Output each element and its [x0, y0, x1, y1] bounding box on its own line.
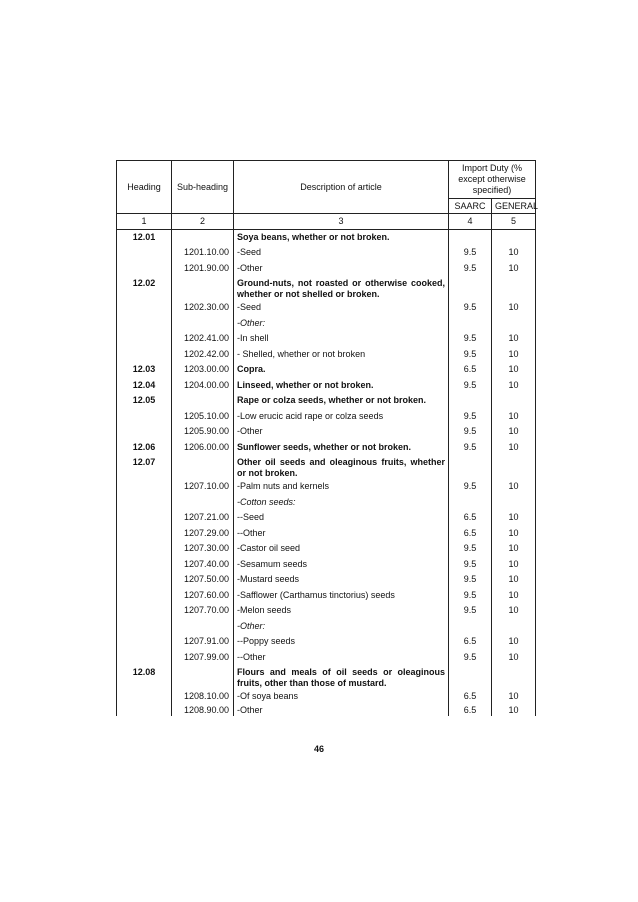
general-duty-cell: 10 [492, 588, 536, 604]
general-duty-cell: 10 [492, 541, 536, 557]
saarc-duty-cell: 6.5 [449, 510, 492, 526]
heading-cell [117, 347, 172, 363]
table-row [117, 347, 536, 363]
description-cell: -Other [234, 705, 449, 716]
general-duty-cell: 10 [492, 510, 536, 526]
description-cell: Rape or colza seeds, whether or not broken. [234, 393, 449, 409]
table-row [117, 479, 536, 495]
saarc-duty-cell [449, 316, 492, 332]
table-row [117, 526, 536, 542]
table-row [117, 316, 536, 332]
description-cell: Sunflower seeds, whether or not broken. [234, 440, 449, 456]
general-duty-cell: 10 [492, 440, 536, 456]
table-row [117, 603, 536, 619]
description-cell: -Other [234, 424, 449, 440]
description-cell: -Castor oil seed [234, 541, 449, 557]
description-cell: -Melon seeds [234, 603, 449, 619]
heading-cell [117, 510, 172, 526]
saarc-duty-cell [449, 665, 492, 689]
subheading-column-header: Sub-heading [172, 161, 234, 214]
heading-cell: 12.07 [117, 455, 172, 479]
saarc-duty-cell: 9.5 [449, 603, 492, 619]
subheading-cell [172, 276, 234, 300]
saarc-duty-cell: 6.5 [449, 689, 492, 705]
saarc-duty-cell: 6.5 [449, 705, 492, 716]
saarc-column-header: SAARC [449, 199, 492, 214]
table-row [117, 619, 536, 635]
subheading-cell: 1202.42.00 [172, 347, 234, 363]
subheading-cell: 1204.00.00 [172, 378, 234, 394]
subheading-cell [172, 230, 234, 246]
saarc-duty-cell: 9.5 [449, 572, 492, 588]
saarc-duty-cell: 9.5 [449, 378, 492, 394]
saarc-duty-cell: 9.5 [449, 300, 492, 316]
subheading-cell: 1207.29.00 [172, 526, 234, 542]
heading-column-header: Heading [117, 161, 172, 214]
description-cell: --Seed [234, 510, 449, 526]
saarc-duty-cell: 9.5 [449, 557, 492, 573]
general-duty-cell [492, 316, 536, 332]
subheading-cell: 1207.60.00 [172, 588, 234, 604]
subheading-cell: 1207.70.00 [172, 603, 234, 619]
table-row [117, 510, 536, 526]
subheading-cell: 1205.90.00 [172, 424, 234, 440]
saarc-duty-cell: 9.5 [449, 331, 492, 347]
saarc-duty-cell: 9.5 [449, 440, 492, 456]
heading-cell: 12.04 [117, 378, 172, 394]
subheading-cell: 1208.90.00 [172, 705, 234, 716]
description-cell: -Safflower (Carthamus tinctorius) seeds [234, 588, 449, 604]
description-cell: --Other [234, 650, 449, 666]
subheading-cell [172, 495, 234, 511]
general-duty-cell [492, 230, 536, 246]
subheading-cell [172, 619, 234, 635]
saarc-duty-cell [449, 495, 492, 511]
table-row [117, 276, 536, 300]
heading-cell [117, 541, 172, 557]
table-row [117, 665, 536, 689]
saarc-duty-cell: 9.5 [449, 588, 492, 604]
table-row [117, 650, 536, 666]
subheading-cell [172, 455, 234, 479]
subheading-cell: 1208.10.00 [172, 689, 234, 705]
table-row [117, 572, 536, 588]
table-row [117, 331, 536, 347]
heading-cell [117, 572, 172, 588]
subheading-cell [172, 316, 234, 332]
saarc-duty-cell [449, 276, 492, 300]
table-row [117, 495, 536, 511]
table-row [117, 261, 536, 277]
heading-cell: 12.05 [117, 393, 172, 409]
general-duty-cell: 10 [492, 409, 536, 425]
heading-cell [117, 316, 172, 332]
import-duty-header: Import Duty (% except otherwise specified) [449, 161, 536, 199]
table-row [117, 634, 536, 650]
general-duty-cell: 10 [492, 634, 536, 650]
subheading-cell [172, 665, 234, 689]
subheading-cell: 1202.30.00 [172, 300, 234, 316]
subheading-cell: 1207.91.00 [172, 634, 234, 650]
column-number: 5 [492, 214, 536, 230]
general-duty-cell: 10 [492, 689, 536, 705]
heading-cell [117, 705, 172, 716]
table-row [117, 424, 536, 440]
general-duty-cell: 10 [492, 245, 536, 261]
page-number: 46 [313, 744, 324, 754]
heading-cell [117, 261, 172, 277]
description-column-header: Description of article [234, 161, 449, 214]
general-duty-cell: 10 [492, 378, 536, 394]
subheading-cell: 1202.41.00 [172, 331, 234, 347]
heading-cell [117, 689, 172, 705]
subheading-cell: 1207.30.00 [172, 541, 234, 557]
heading-cell [117, 424, 172, 440]
subheading-cell: 1207.10.00 [172, 479, 234, 495]
general-duty-cell: 10 [492, 479, 536, 495]
table-row [117, 409, 536, 425]
subheading-cell: 1207.50.00 [172, 572, 234, 588]
saarc-duty-cell: 6.5 [449, 634, 492, 650]
saarc-duty-cell [449, 619, 492, 635]
saarc-duty-cell: 9.5 [449, 650, 492, 666]
description-cell: -Cotton seeds: [234, 495, 449, 511]
saarc-duty-cell: 9.5 [449, 409, 492, 425]
subheading-cell: 1206.00.00 [172, 440, 234, 456]
description-cell: Flours and meals of oil seeds or oleaginous fruits, other than those of mustard. [234, 665, 449, 689]
general-duty-cell: 10 [492, 572, 536, 588]
table-header [117, 161, 539, 230]
saarc-duty-cell: 9.5 [449, 479, 492, 495]
general-duty-cell: 10 [492, 261, 536, 277]
heading-cell [117, 245, 172, 261]
tariff-table [116, 160, 539, 716]
saarc-duty-cell [449, 455, 492, 479]
description-cell: --Other [234, 526, 449, 542]
general-duty-cell: 10 [492, 362, 536, 378]
subheading-cell: 1205.10.00 [172, 409, 234, 425]
subheading-cell: 1203.00.00 [172, 362, 234, 378]
general-column-header: GENERAL [492, 199, 536, 214]
table-row [117, 245, 536, 261]
general-duty-cell: 10 [492, 331, 536, 347]
subheading-cell: 1207.40.00 [172, 557, 234, 573]
heading-cell [117, 409, 172, 425]
column-number: 1 [117, 214, 172, 230]
description-cell: -Seed [234, 245, 449, 261]
column-number-row [117, 214, 536, 230]
saarc-duty-cell [449, 393, 492, 409]
description-cell: -Seed [234, 300, 449, 316]
saarc-duty-cell: 9.5 [449, 245, 492, 261]
description-cell: Soya beans, whether or not broken. [234, 230, 449, 246]
heading-cell [117, 603, 172, 619]
heading-cell: 12.02 [117, 276, 172, 300]
table-body [117, 230, 536, 716]
general-duty-cell: 10 [492, 347, 536, 363]
description-cell: - Shelled, whether or not broken [234, 347, 449, 363]
description-cell: -Sesamum seeds [234, 557, 449, 573]
subheading-cell: 1207.99.00 [172, 650, 234, 666]
description-cell: -Other [234, 261, 449, 277]
table-row [117, 440, 536, 456]
heading-cell: 12.03 [117, 362, 172, 378]
description-cell: Linseed, whether or not broken. [234, 378, 449, 394]
saarc-duty-cell: 9.5 [449, 347, 492, 363]
saarc-duty-cell: 9.5 [449, 541, 492, 557]
subheading-cell [172, 393, 234, 409]
table-row [117, 541, 536, 557]
description-cell: -Other: [234, 619, 449, 635]
general-duty-cell: 10 [492, 603, 536, 619]
saarc-duty-cell: 9.5 [449, 261, 492, 277]
heading-cell: 12.01 [117, 230, 172, 246]
table-row [117, 393, 536, 409]
general-duty-cell: 10 [492, 650, 536, 666]
heading-cell [117, 495, 172, 511]
table-row [117, 362, 536, 378]
general-duty-cell: 10 [492, 557, 536, 573]
general-duty-cell: 10 [492, 424, 536, 440]
column-number: 4 [449, 214, 492, 230]
heading-cell: 12.08 [117, 665, 172, 689]
saarc-duty-cell: 6.5 [449, 526, 492, 542]
description-cell: -Palm nuts and kernels [234, 479, 449, 495]
general-duty-cell [492, 455, 536, 479]
description-cell: --Poppy seeds [234, 634, 449, 650]
column-number: 2 [172, 214, 234, 230]
description-cell: -Of soya beans [234, 689, 449, 705]
table-row [117, 557, 536, 573]
heading-cell [117, 557, 172, 573]
saarc-duty-cell [449, 230, 492, 246]
heading-cell [117, 300, 172, 316]
saarc-duty-cell: 9.5 [449, 424, 492, 440]
heading-cell [117, 331, 172, 347]
general-duty-cell: 10 [492, 526, 536, 542]
heading-cell [117, 526, 172, 542]
table-row [117, 230, 536, 246]
general-duty-cell [492, 393, 536, 409]
heading-cell: 12.06 [117, 440, 172, 456]
table-row [117, 378, 536, 394]
general-duty-cell [492, 276, 536, 300]
general-duty-cell [492, 619, 536, 635]
description-cell: -In shell [234, 331, 449, 347]
description-cell: Ground-nuts, not roasted or otherwise cooked, whether or not shelled or broken. [234, 276, 449, 300]
description-cell: -Mustard seeds [234, 572, 449, 588]
heading-cell [117, 479, 172, 495]
table-row [117, 455, 536, 479]
general-duty-cell: 10 [492, 300, 536, 316]
heading-cell [117, 619, 172, 635]
description-cell: Copra. [234, 362, 449, 378]
saarc-duty-cell: 6.5 [449, 362, 492, 378]
general-duty-cell [492, 665, 536, 689]
description-cell: Other oil seeds and oleaginous fruits, whether or not broken. [234, 455, 449, 479]
description-cell: -Low erucic acid rape or colza seeds [234, 409, 449, 425]
heading-cell [117, 650, 172, 666]
subheading-cell: 1201.10.00 [172, 245, 234, 261]
table-row [117, 705, 536, 716]
table-row [117, 300, 536, 316]
column-number: 3 [234, 214, 449, 230]
subheading-cell: 1201.90.00 [172, 261, 234, 277]
general-duty-cell [492, 495, 536, 511]
subheading-cell: 1207.21.00 [172, 510, 234, 526]
heading-cell [117, 588, 172, 604]
table-row [117, 689, 536, 705]
description-cell: -Other: [234, 316, 449, 332]
table-row [117, 588, 536, 604]
heading-cell [117, 634, 172, 650]
general-duty-cell: 10 [492, 705, 536, 716]
